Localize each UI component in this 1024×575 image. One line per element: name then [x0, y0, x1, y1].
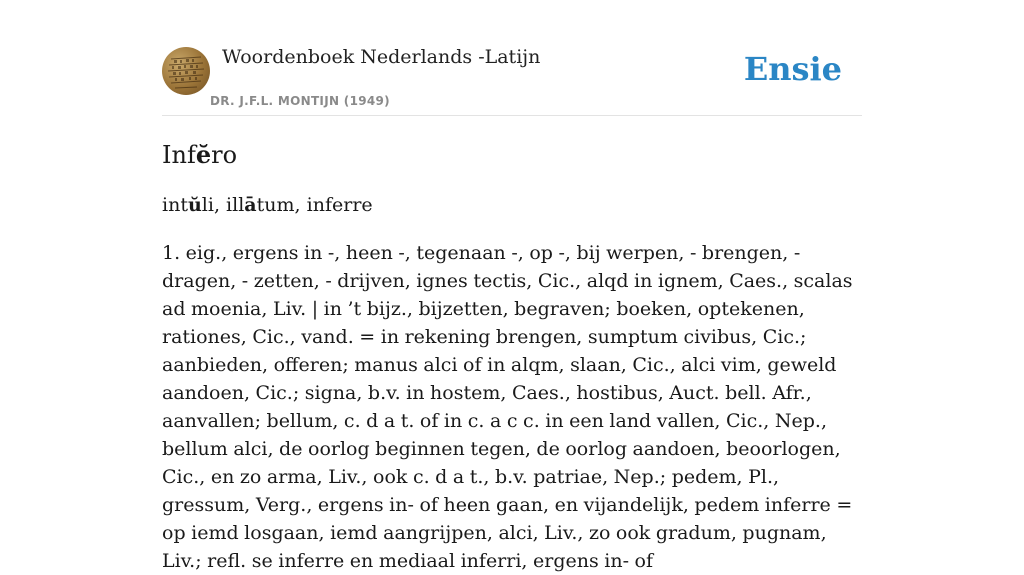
header: [162, 0, 862, 116]
definition-text: 1. eig., ergens in -, heen -, tegenaan -, op -, bij werpen, - brengen, - dragen, - zetten, - drijven, ignes tectis, Cic., alqd in ignem, Caes., scalas ad moenia, Liv. | in ’t bijz., bijzetten, begraven; boeken, optekenen, rationes, Cic., vand. = in rekening brengen, sumptum civibus, Cic.; aanbieden, offeren; manus alci of in alqm, slaan, Cic., alci vim, geweld aandoen, Cic.; signa, b.v. in hostem, Caes., hostibus, Auct. bell. Afr., aanvallen; bellum, c. d a t. of in c. a c c. in een land vallen, Cic., Nep., bellum alci, de oorlog beginnen tegen, de oorlog aandoen, beoorlogen, Cic., en zo arma, Liv., ook c. d a t., b.v. patriae, Nep.; pedem, Pl., gressum, Verg., ergens in- of heen gaan, en vijandelijk, pedem inferre = op iemd losgaan, iemd aangrijpen, alci, Liv., zo ook gradum, pugnam, Liv.; refl. se inferre en mediaal inferri, ergens in- of: [162, 242, 853, 572]
entry-definition: [162, 239, 862, 575]
page: [162, 0, 862, 572]
entry-forms: intŭli, illātum, inferre: [162, 194, 373, 216]
brand-logo[interactable]: Ensie: [743, 50, 842, 88]
quantity-mark: ā: [244, 194, 257, 216]
quantity-mark: ŭ: [187, 194, 202, 216]
book-cover-engraving: [162, 47, 210, 95]
entry-headword: Infĕro: [162, 140, 238, 169]
book-cover-icon[interactable]: [162, 47, 210, 95]
book-title[interactable]: Woordenboek Nederlands -Latijn: [222, 46, 541, 68]
quantity-mark: ĕ: [195, 140, 212, 169]
book-author: DR. J.F.L. MONTIJN (1949): [210, 94, 390, 108]
